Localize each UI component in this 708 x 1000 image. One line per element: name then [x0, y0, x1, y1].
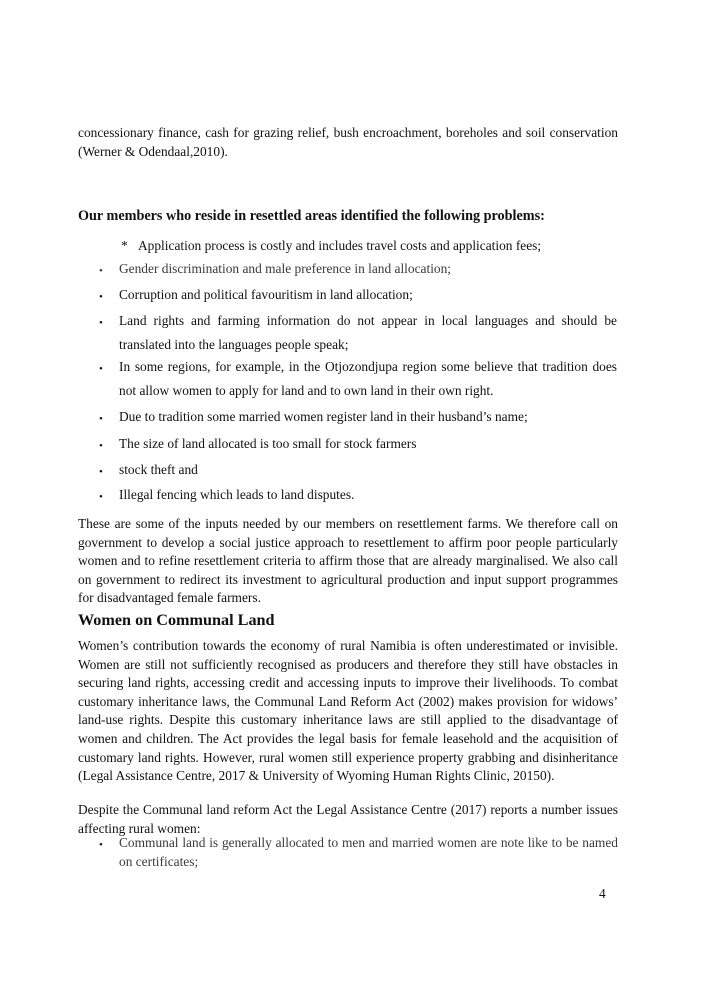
list-item: stock theft and [119, 462, 198, 477]
list-item: Illegal fencing which leads to land disputes. [119, 487, 355, 502]
inputs-paragraph: These are some of the inputs needed by our members on resettlement farms. We therefore call on government to develop a social justice approach to resettlement to affirm poor people particularly women and to refine resettlement criteria to affirm those that are already marginalised. We also call on government to redirect its investment to agricultural production and input support programmes for disadvantaged female farmers. [78, 516, 618, 606]
list-marker: • [99, 413, 103, 425]
list-marker: • [99, 363, 103, 375]
list-item: Gender discrimination and male preference in land allocation; [119, 261, 452, 276]
list-marker: • [99, 440, 103, 452]
list-marker: • [99, 291, 103, 303]
list-item: The size of land allocated is too small for stock farmers [119, 436, 417, 451]
list-marker: • [99, 466, 103, 478]
problems-heading: Our members who reside in resettled areas identified the following problems: [78, 208, 545, 224]
despite-paragraph: Despite the Communal land reform Act the Legal Assistance Centre (2017) reports a number issues affecting rural women: [78, 802, 618, 836]
list-item: Communal land is generally allocated to men and married women are note like to be named on certificates; [119, 835, 618, 869]
list-item: Land rights and farming information do not appear in local languages and should be translated into the languages people speak; [119, 313, 617, 352]
intro-paragraph: concessionary finance, cash for grazing relief, bush encroachment, boreholes and soil conservation (Werner & Odendaal,2010). [78, 125, 618, 159]
list-marker: * [121, 238, 128, 253]
list-marker: • [99, 265, 103, 277]
communal-paragraph: Women’s contribution towards the economy of rural Namibia is often underestimated or invisible. Women are still not sufficiently recognised as producers and therefore they still have obstacles in securing land rights, accessing credit and accessing inputs to improve their livelihoods. To combat customary inheritance laws, the Communal Land Reform Act (2002) makes provision for widows’ land-use rights. Despite this customary inheritance laws are still applied to the disadvantage of women and children. The Act provides the legal basis for female leasehold and the acquisition of customary land rights. However, rural women still experience property grabbing and disinheritance (Legal Assistance Centre, 2017 & University of Wyoming Human Rights Clinic, 20150). [78, 638, 618, 784]
list-item: Application process is costly and includes travel costs and application fees; [138, 238, 542, 253]
list-marker: • [99, 491, 103, 503]
section-title: Women on Communal Land [78, 611, 275, 629]
list-marker: • [99, 317, 103, 329]
page-number: 4 [599, 886, 606, 901]
list-marker: • [99, 839, 103, 851]
list-item: Corruption and political favouritism in land allocation; [119, 287, 413, 302]
list-item: Due to tradition some married women register land in their husband’s name; [119, 409, 528, 424]
list-item: In some regions, for example, in the Otjozondjupa region some believe that tradition does not allow women to apply for land and to own land in their own right. [119, 359, 617, 398]
